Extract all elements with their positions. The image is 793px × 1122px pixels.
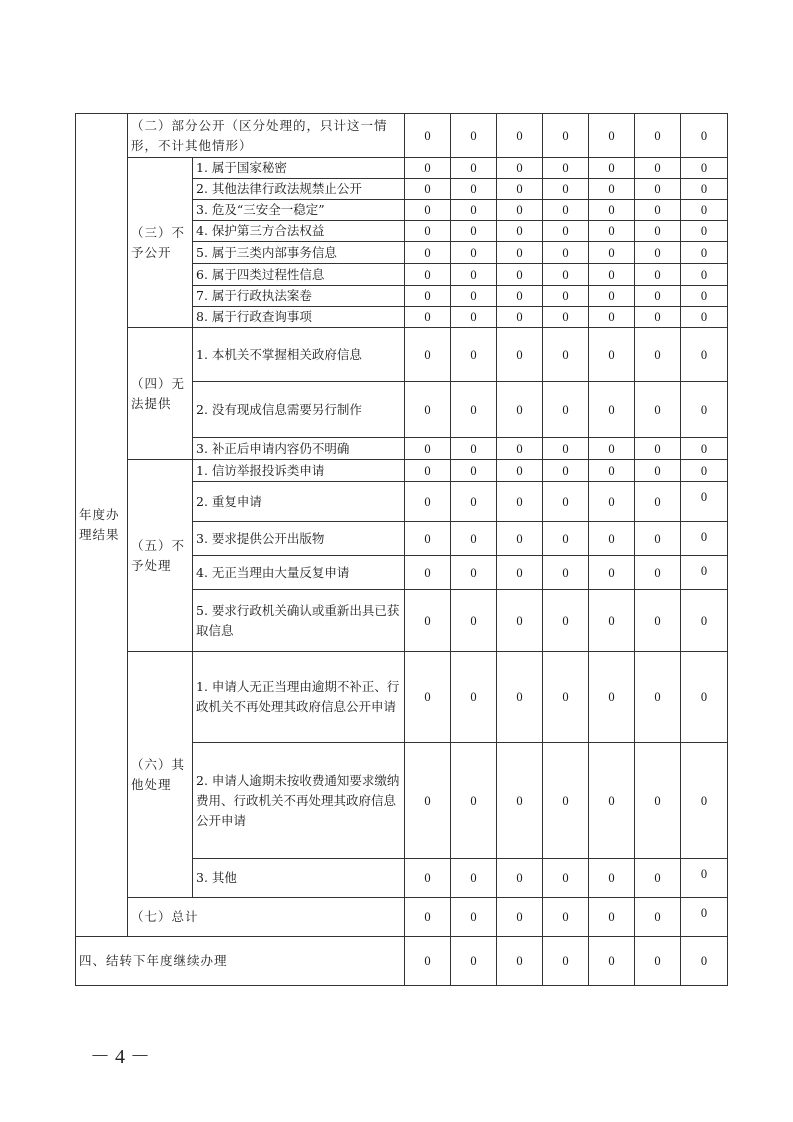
value-cell: 0 — [635, 328, 681, 382]
value-cell: 0 — [451, 652, 497, 743]
value-cell: 0 — [681, 743, 728, 859]
value-cell: 0 — [405, 221, 451, 242]
value-cell: 0 — [589, 286, 635, 307]
value-cell: 0 — [405, 556, 451, 590]
value-cell: 0 — [589, 556, 635, 590]
group-label: （六）其他处理 — [128, 652, 193, 898]
value-cell: 0 — [589, 221, 635, 242]
group-label: （三）不予公开 — [128, 158, 193, 328]
value-cell: 0 — [405, 264, 451, 286]
value-cell: 0 — [405, 114, 451, 158]
value-cell: 0 — [451, 859, 497, 898]
value-cell: 0 — [589, 114, 635, 158]
row-label: 8. 属于行政查询事项 — [193, 307, 405, 328]
row-label: 2. 重复申请 — [193, 482, 405, 522]
section-label: 年度办理结果 — [76, 114, 128, 937]
value-cell: 0 — [543, 179, 589, 200]
value-cell: 0 — [589, 898, 635, 937]
row-label: 2. 其他法律行政法规禁止公开 — [193, 179, 405, 200]
value-cell: 0 — [497, 898, 543, 937]
value-cell: 0 — [589, 264, 635, 286]
row-label: 1. 信访举报投诉类申请 — [193, 460, 405, 482]
value-cell: 0 — [451, 158, 497, 179]
row-label: 4. 无正当理由大量反复申请 — [193, 556, 405, 590]
value-cell: 0 — [497, 382, 543, 438]
value-cell: 0 — [589, 328, 635, 382]
value-cell: 0 — [635, 382, 681, 438]
value-cell: 0 — [589, 522, 635, 556]
value-cell: 0 — [681, 382, 728, 438]
value-cell: 0 — [497, 460, 543, 482]
row-label: 3. 要求提供公开出版物 — [193, 522, 405, 556]
table-row — [76, 114, 728, 158]
value-cell: 0 — [405, 328, 451, 382]
value-cell: 0 — [497, 242, 543, 264]
value-cell: 0 — [451, 482, 497, 522]
table-row — [76, 652, 728, 743]
value-cell: 0 — [589, 460, 635, 482]
value-cell: 0 — [451, 328, 497, 382]
value-cell: 0 — [405, 482, 451, 522]
value-cell: 0 — [405, 460, 451, 482]
row-label: 3. 其他 — [193, 859, 405, 898]
value-cell: 0 — [451, 438, 497, 460]
value-cell: 0 — [589, 590, 635, 652]
row-label: 2. 申请人逾期未按收费通知要求缴纳费用、行政机关不再处理其政府信息公开申请 — [193, 743, 405, 859]
group-label: （四）无法提供 — [128, 328, 193, 460]
group-label: （五）不予处理 — [128, 460, 193, 652]
value-cell: 0 — [497, 590, 543, 652]
value-cell: 0 — [451, 743, 497, 859]
value-cell: 0 — [681, 264, 728, 286]
value-cell: 0 — [405, 200, 451, 221]
value-cell: 0 — [405, 438, 451, 460]
value-cell: 0 — [543, 522, 589, 556]
value-cell: 0 — [635, 937, 681, 986]
table-row — [76, 460, 728, 482]
value-cell: 0 — [543, 114, 589, 158]
value-cell: 0 — [451, 264, 497, 286]
value-cell: 0 — [543, 743, 589, 859]
value-cell: 0 — [451, 556, 497, 590]
value-cell: 0 — [451, 898, 497, 937]
value-cell: 0 — [405, 179, 451, 200]
value-cell: 0 — [635, 898, 681, 937]
disclosure-results-table — [75, 113, 728, 986]
value-cell: 0 — [543, 200, 589, 221]
value-cell: 0 — [681, 179, 728, 200]
value-cell: 0 — [405, 743, 451, 859]
value-cell: 0 — [543, 590, 589, 652]
value-cell: 0 — [497, 158, 543, 179]
value-cell: 0 — [451, 460, 497, 482]
value-cell: 0 — [451, 221, 497, 242]
value-cell: 0 — [451, 307, 497, 328]
value-cell: 0 — [451, 286, 497, 307]
value-cell: 0 — [635, 522, 681, 556]
value-cell: 0 — [589, 652, 635, 743]
value-cell: 0 — [589, 158, 635, 179]
table-row — [76, 328, 728, 382]
value-cell: 0 — [543, 328, 589, 382]
value-cell: 0 — [497, 114, 543, 158]
value-cell: 0 — [543, 438, 589, 460]
row-label: 1. 申请人无正当理由逾期不补正、行政机关不再处理其政府信息公开申请 — [193, 652, 405, 743]
value-cell: 0 — [635, 179, 681, 200]
value-cell: 0 — [681, 200, 728, 221]
value-cell: 0 — [635, 859, 681, 898]
value-cell: 0 — [635, 221, 681, 242]
value-cell: 0 — [589, 859, 635, 898]
value-cell: 0 — [451, 937, 497, 986]
value-cell: 0 — [497, 652, 543, 743]
value-cell: 0 — [497, 556, 543, 590]
value-cell: 0 — [543, 460, 589, 482]
value-cell: 0 — [681, 242, 728, 264]
value-cell: 0 — [497, 264, 543, 286]
value-cell: 0 — [497, 200, 543, 221]
value-cell: 0 — [681, 460, 728, 482]
value-cell: 0 — [497, 221, 543, 242]
value-cell: 0 — [497, 482, 543, 522]
row-label: （二）部分公开（区分处理的，只计这一情形，不计其他情形） — [128, 114, 405, 158]
row-label: 5. 属于三类内部事务信息 — [193, 242, 405, 264]
row-label: 1. 属于国家秘密 — [193, 158, 405, 179]
value-cell: 0 — [451, 114, 497, 158]
value-cell: 0 — [681, 286, 728, 307]
value-cell: 0 — [589, 200, 635, 221]
value-cell: 0 — [635, 286, 681, 307]
value-cell: 0 — [635, 200, 681, 221]
value-cell: 0 — [497, 328, 543, 382]
value-cell: 0 — [589, 482, 635, 522]
value-cell: 0 — [405, 307, 451, 328]
value-cell: 0 — [681, 556, 728, 590]
value-cell: 0 — [635, 307, 681, 328]
value-cell: 0 — [635, 242, 681, 264]
row-label: 1. 本机关不掌握相关政府信息 — [193, 328, 405, 382]
value-cell: 0 — [589, 438, 635, 460]
value-cell: 0 — [589, 743, 635, 859]
value-cell: 0 — [451, 200, 497, 221]
value-cell: 0 — [681, 522, 728, 556]
value-cell: 0 — [635, 114, 681, 158]
value-cell: 0 — [635, 556, 681, 590]
value-cell: 0 — [543, 859, 589, 898]
value-cell: 0 — [681, 652, 728, 743]
value-cell: 0 — [543, 482, 589, 522]
value-cell: 0 — [405, 652, 451, 743]
value-cell: 0 — [451, 382, 497, 438]
value-cell: 0 — [543, 937, 589, 986]
value-cell: 0 — [589, 937, 635, 986]
value-cell: 0 — [497, 286, 543, 307]
value-cell: 0 — [451, 522, 497, 556]
value-cell: 0 — [405, 242, 451, 264]
value-cell: 0 — [543, 221, 589, 242]
value-cell: 0 — [405, 859, 451, 898]
value-cell: 0 — [405, 158, 451, 179]
value-cell: 0 — [635, 264, 681, 286]
value-cell: 0 — [405, 286, 451, 307]
value-cell: 0 — [635, 438, 681, 460]
value-cell: 0 — [405, 898, 451, 937]
value-cell: 0 — [543, 286, 589, 307]
value-cell: 0 — [635, 590, 681, 652]
value-cell: 0 — [681, 898, 728, 937]
total-label: （七）总计 — [128, 898, 405, 937]
value-cell: 0 — [589, 242, 635, 264]
table-row — [76, 898, 728, 937]
row-label: 3. 补正后申请内容仍不明确 — [193, 438, 405, 460]
value-cell: 0 — [405, 382, 451, 438]
value-cell: 0 — [681, 114, 728, 158]
value-cell: 0 — [497, 179, 543, 200]
page-number: － 4 － — [90, 1046, 150, 1068]
value-cell: 0 — [497, 743, 543, 859]
row-label: 2. 没有现成信息需要另行制作 — [193, 382, 405, 438]
value-cell: 0 — [497, 522, 543, 556]
value-cell: 0 — [681, 221, 728, 242]
value-cell: 0 — [543, 264, 589, 286]
row-label: 4. 保护第三方合法权益 — [193, 221, 405, 242]
value-cell: 0 — [405, 522, 451, 556]
value-cell: 0 — [681, 307, 728, 328]
value-cell: 0 — [543, 382, 589, 438]
value-cell: 0 — [635, 460, 681, 482]
value-cell: 0 — [681, 937, 728, 986]
value-cell: 0 — [497, 937, 543, 986]
value-cell: 0 — [497, 307, 543, 328]
value-cell: 0 — [681, 482, 728, 522]
value-cell: 0 — [543, 556, 589, 590]
row-label: 5. 要求行政机关确认或重新出具已获取信息 — [193, 590, 405, 652]
value-cell: 0 — [681, 328, 728, 382]
value-cell: 0 — [451, 242, 497, 264]
value-cell: 0 — [451, 179, 497, 200]
value-cell: 0 — [497, 859, 543, 898]
value-cell: 0 — [635, 482, 681, 522]
row-label: 7. 属于行政执法案卷 — [193, 286, 405, 307]
value-cell: 0 — [497, 438, 543, 460]
value-cell: 0 — [543, 242, 589, 264]
value-cell: 0 — [543, 898, 589, 937]
value-cell: 0 — [543, 158, 589, 179]
value-cell: 0 — [589, 307, 635, 328]
value-cell: 0 — [589, 382, 635, 438]
value-cell: 0 — [635, 158, 681, 179]
value-cell: 0 — [543, 307, 589, 328]
carry-over-label: 四、结转下年度继续办理 — [76, 937, 405, 986]
table-row — [76, 158, 728, 179]
value-cell: 0 — [635, 652, 681, 743]
value-cell: 0 — [405, 590, 451, 652]
value-cell: 0 — [589, 179, 635, 200]
value-cell: 0 — [543, 652, 589, 743]
row-label: 3. 危及“三安全一稳定” — [193, 200, 405, 221]
value-cell: 0 — [681, 438, 728, 460]
value-cell: 0 — [635, 743, 681, 859]
value-cell: 0 — [681, 859, 728, 898]
value-cell: 0 — [451, 590, 497, 652]
value-cell: 0 — [405, 937, 451, 986]
value-cell: 0 — [681, 158, 728, 179]
row-label: 6. 属于四类过程性信息 — [193, 264, 405, 286]
value-cell: 0 — [681, 590, 728, 652]
table-row — [76, 937, 728, 986]
